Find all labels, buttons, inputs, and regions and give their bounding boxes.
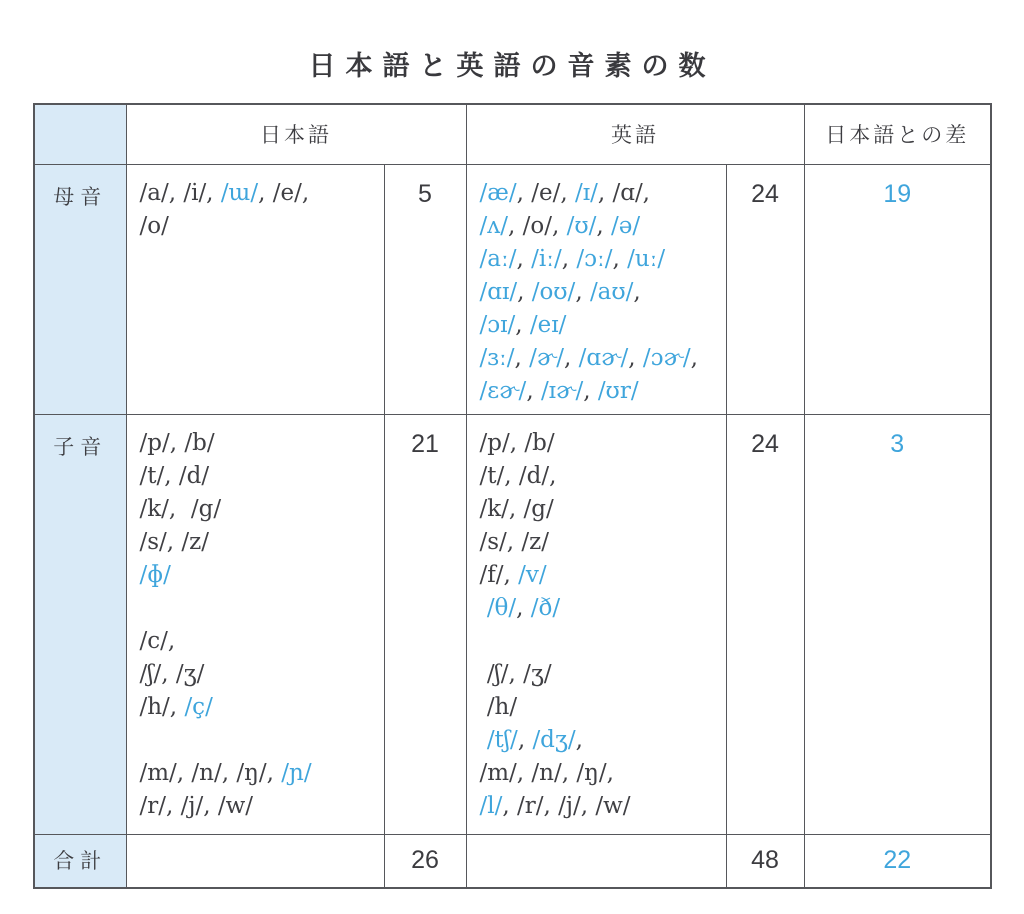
phoneme-line — [480, 724, 722, 757]
phoneme-highlighted: /uː/ — [627, 245, 666, 272]
row-label-vowel: 母音 — [34, 164, 126, 414]
phoneme-line — [480, 757, 722, 790]
phoneme-highlighted: /ɪ/ — [574, 179, 598, 206]
phoneme-highlighted: /ʌ/ — [479, 212, 508, 239]
phoneme-highlighted: /ɑɪ/ — [479, 278, 518, 305]
phoneme-text: /k/, /g/ — [479, 495, 554, 522]
phoneme-highlighted: /ɑɚ/ — [578, 344, 629, 371]
phoneme-highlighted: /iː/ — [531, 245, 562, 272]
phoneme-line — [480, 790, 722, 823]
phoneme-line — [480, 691, 722, 724]
phoneme-text: , — [526, 377, 541, 404]
phoneme-highlighted: /eɪ/ — [529, 311, 567, 338]
phoneme-text: , — [628, 344, 643, 371]
phoneme-line — [140, 724, 380, 757]
phoneme-count-table — [33, 103, 992, 889]
phoneme-text: , — [583, 377, 598, 404]
phoneme-highlighted: /ɲ/ — [281, 759, 312, 786]
phoneme-line — [140, 592, 380, 625]
phoneme-highlighted: /v/ — [518, 561, 547, 588]
phoneme-text: /o/ — [139, 212, 169, 239]
phoneme-line — [480, 460, 722, 493]
phoneme-text: , — [690, 344, 698, 371]
phoneme-text: , /e/, — [516, 179, 575, 206]
phoneme-text: , — [563, 344, 579, 371]
phoneme-line — [480, 177, 722, 210]
consonant-difference: 3 — [804, 414, 991, 834]
phoneme-highlighted: /ʊ/ — [566, 212, 597, 239]
phoneme-text: /t/, /d/ — [139, 462, 210, 489]
phoneme-text: /f/, — [479, 561, 519, 588]
phoneme-highlighted: /ɔɪ/ — [479, 311, 516, 338]
phoneme-highlighted: /ɪɚ/ — [540, 377, 584, 404]
english-vowels-cell — [466, 164, 726, 414]
phoneme-text: /p/, /b/ — [139, 429, 215, 456]
phoneme-text: , — [596, 212, 611, 239]
phoneme-highlighted: /ɸ/ — [139, 561, 171, 588]
phoneme-text: , — [514, 344, 530, 371]
phoneme-text: /a/, /i/, — [139, 179, 221, 206]
total-row — [34, 834, 991, 888]
phoneme-text: , /o/, — [508, 212, 567, 239]
phoneme-highlighted: /ɛɚ/ — [479, 377, 527, 404]
phoneme-text: , — [516, 594, 531, 621]
phoneme-highlighted: /ɜː/ — [479, 344, 515, 371]
phoneme-line — [140, 559, 380, 592]
corner-cell — [34, 104, 126, 164]
phoneme-line — [140, 427, 380, 460]
phoneme-text: /p/, /b/ — [479, 429, 555, 456]
phoneme-line — [480, 526, 722, 559]
phoneme-text: /h/ — [479, 693, 518, 720]
japanese-consonant-count: 21 — [384, 414, 466, 834]
phoneme-highlighted: /aː/ — [479, 245, 517, 272]
phoneme-line — [140, 691, 380, 724]
row-label-total: 合計 — [34, 834, 126, 888]
japanese-vowels-cell — [126, 164, 384, 414]
english-consonant-count: 24 — [726, 414, 804, 834]
english-vowel-count: 24 — [726, 164, 804, 414]
phoneme-line — [140, 460, 380, 493]
phoneme-text: , — [612, 245, 628, 272]
header-japanese: 日本語 — [126, 104, 466, 164]
phoneme-text: , — [561, 245, 577, 272]
phoneme-line — [480, 427, 722, 460]
phoneme-line — [140, 210, 380, 243]
japanese-consonants-cell — [126, 414, 384, 834]
phoneme-text: /t/, /d/, — [479, 462, 557, 489]
row-label-consonant: 子音 — [34, 414, 126, 834]
phoneme-highlighted: /aʊ/ — [589, 278, 634, 305]
phoneme-highlighted: /ɔː/ — [576, 245, 613, 272]
phoneme-text: , — [633, 278, 641, 305]
phoneme-text: , — [515, 311, 530, 338]
phoneme-text: , — [517, 278, 532, 305]
phoneme-line — [140, 625, 380, 658]
phoneme-text: /ʃ/, /ʒ/ — [139, 660, 205, 687]
total-japanese-empty-cell — [126, 834, 384, 888]
phoneme-text: , — [575, 278, 590, 305]
japanese-vowel-count: 5 — [384, 164, 466, 414]
phoneme-highlighted: /oʊ/ — [531, 278, 576, 305]
phoneme-highlighted: /ɔɚ/ — [642, 344, 691, 371]
phoneme-text: /s/, /z/ — [479, 528, 550, 555]
phoneme-text: , — [516, 245, 532, 272]
phoneme-line — [140, 526, 380, 559]
header-difference: 日本語との差 — [804, 104, 991, 164]
total-english-empty-cell — [466, 834, 726, 888]
phoneme-line — [480, 592, 722, 625]
phoneme-text: /s/, /z/ — [139, 528, 210, 555]
phoneme-text: , /r/, /j/, /w/ — [502, 792, 631, 819]
phoneme-highlighted: /tʃ/ — [486, 726, 518, 753]
vowel-difference: 19 — [804, 164, 991, 414]
phoneme-highlighted: /ɚ/ — [529, 344, 564, 371]
header-english: 英語 — [466, 104, 804, 164]
phoneme-text: , — [575, 726, 583, 753]
phoneme-line — [480, 309, 722, 342]
phoneme-highlighted: /θ/ — [486, 594, 517, 621]
phoneme-line — [140, 493, 380, 526]
phoneme-text: /ʃ/, /ʒ/ — [479, 660, 552, 687]
phoneme-line — [140, 757, 380, 790]
phoneme-text: /k/, /g/ — [139, 495, 222, 522]
phoneme-text: /m/, /n/, /ŋ/, — [479, 759, 614, 786]
phoneme-line — [480, 375, 722, 408]
phoneme-line — [480, 625, 722, 658]
phoneme-text: /c/, — [139, 627, 176, 654]
english-total-count: 48 — [726, 834, 804, 888]
consonant-row — [34, 414, 991, 834]
total-difference: 22 — [804, 834, 991, 888]
vowel-row — [34, 164, 991, 414]
table-header-row — [34, 104, 991, 164]
phoneme-line — [140, 658, 380, 691]
phoneme-highlighted: /æ/ — [479, 179, 517, 206]
phoneme-line — [480, 559, 722, 592]
japanese-total-count: 26 — [384, 834, 466, 888]
phoneme-line — [480, 210, 722, 243]
phoneme-highlighted: /ç/ — [184, 693, 213, 720]
phoneme-text: /h/, — [139, 693, 185, 720]
phoneme-line — [480, 276, 722, 309]
phoneme-line — [140, 177, 380, 210]
phoneme-text: , /ɑ/, — [597, 179, 650, 206]
phoneme-highlighted: /l/ — [479, 792, 503, 819]
phoneme-highlighted: /ð/ — [530, 594, 561, 621]
phoneme-text: , /e/, — [258, 179, 310, 206]
phoneme-highlighted: /ə/ — [610, 212, 641, 239]
phoneme-highlighted: /ʊr/ — [597, 377, 639, 404]
phoneme-text: , — [517, 726, 533, 753]
english-consonants-cell — [466, 414, 726, 834]
phoneme-line — [480, 243, 722, 276]
phoneme-text: /r/, /j/, /w/ — [139, 792, 254, 819]
phoneme-line — [480, 342, 722, 375]
phoneme-line — [480, 493, 722, 526]
phoneme-text — [480, 595, 487, 621]
phoneme-line — [140, 790, 380, 823]
phoneme-text — [480, 727, 487, 753]
phoneme-text: /m/, /n/, /ŋ/, — [139, 759, 282, 786]
page-title: 日本語と英語の音素の数 — [308, 51, 716, 81]
phoneme-line — [480, 658, 722, 691]
phoneme-highlighted: /ɯ/ — [220, 179, 259, 206]
phoneme-highlighted: /dʒ/ — [532, 726, 576, 753]
